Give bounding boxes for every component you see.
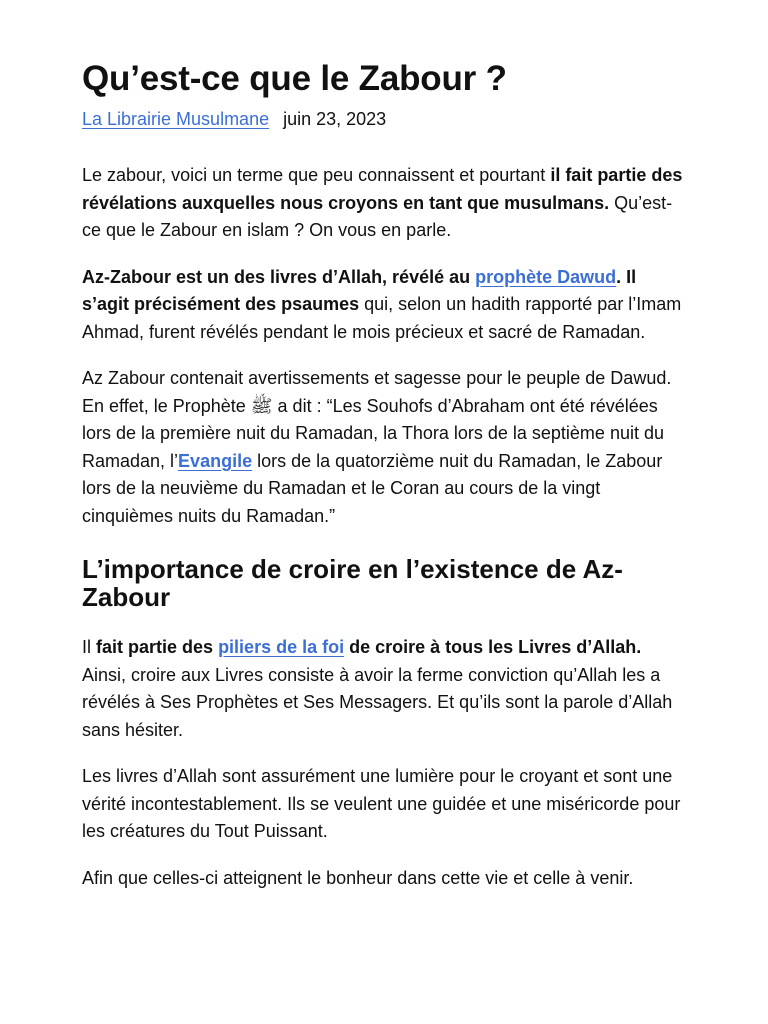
- hadith-text: Az Zabour contenait avertissements et sagesse pour le peuple de Dawud. En effet, le Prophète ﷺ a dit : “Les Souhofs d’Abraham ont été révélées lors de la première nuit du Ramadan, la Thora lors de la septième nuit du Ramadan, l’: [82, 368, 672, 471]
- piliers-text: Il: [82, 637, 97, 657]
- intro-bold-text: il fait partie des révélations auxquelles nous croyons en tant que musulmans.: [82, 165, 683, 213]
- hadith-text-continued: lors de la quatorzième nuit du Ramadan, le Zabour lors de la neuvième du Ramadan et le Coran au cours de la vingt cinquièmes nuits du Ramadan.”: [82, 450, 663, 526]
- piliers-bold-text-continued: de croire à tous les Livres d’Allah.: [344, 637, 642, 657]
- paragraph-intro: [82, 162, 688, 245]
- publish-date: juin 23, 2023: [283, 109, 387, 129]
- piliers-conviction-text: Ainsi, croire aux Livres consiste à avoir la ferme conviction qu’Allah les a révélés à Ses Prophètes et Ses Messagers. Et qu’ils sont la parole d’Allah sans hésiter.: [82, 664, 673, 740]
- article-meta: [82, 106, 688, 132]
- evangile-link[interactable]: Evangile: [178, 450, 253, 471]
- paragraph-bonheur: Afin que celles-ci atteignent le bonheur dans cette vie et celle à venir.: [82, 867, 634, 888]
- article-title: Qu’est-ce que le Zabour ?: [82, 59, 507, 98]
- paragraph-lumiere: Les livres d’Allah sont assurément une lumière pour le croyant et sont une vérité incontestablement. Ils se veulent une guidée et une miséricorde pour les créatures du Tout Puissant.: [82, 766, 681, 841]
- piliers-bold-text: fait partie des: [96, 637, 219, 657]
- section-heading: L’importance de croire en l’existence de Az-Zabour: [82, 554, 623, 612]
- paragraph-piliers: [82, 634, 688, 744]
- definition-psaumes-text: . Il s’agit précisément des psaumes: [82, 266, 637, 314]
- intro-text: Le zabour, voici un terme que peu connaissent et pourtant: [82, 165, 551, 185]
- paragraph-definition: [82, 264, 688, 347]
- definition-bold-text: Az-Zabour est un des livres d’Allah, révélé au: [82, 266, 476, 287]
- prophete-dawud-link[interactable]: prophète Dawud: [475, 266, 617, 287]
- intro-question-text: Qu’est-ce que le Zabour en islam ? On vous en parle.: [82, 192, 673, 240]
- author-link[interactable]: La Librairie Musulmane: [82, 109, 270, 129]
- piliers-de-la-foi-link[interactable]: piliers de la foi: [218, 637, 345, 657]
- paragraph-hadith: [82, 365, 688, 530]
- definition-hadith-text: qui, selon un hadith rapporté par l’Imam Ahmad, furent révélés pendant le mois précieux et sacré de Ramadan.: [82, 294, 682, 342]
